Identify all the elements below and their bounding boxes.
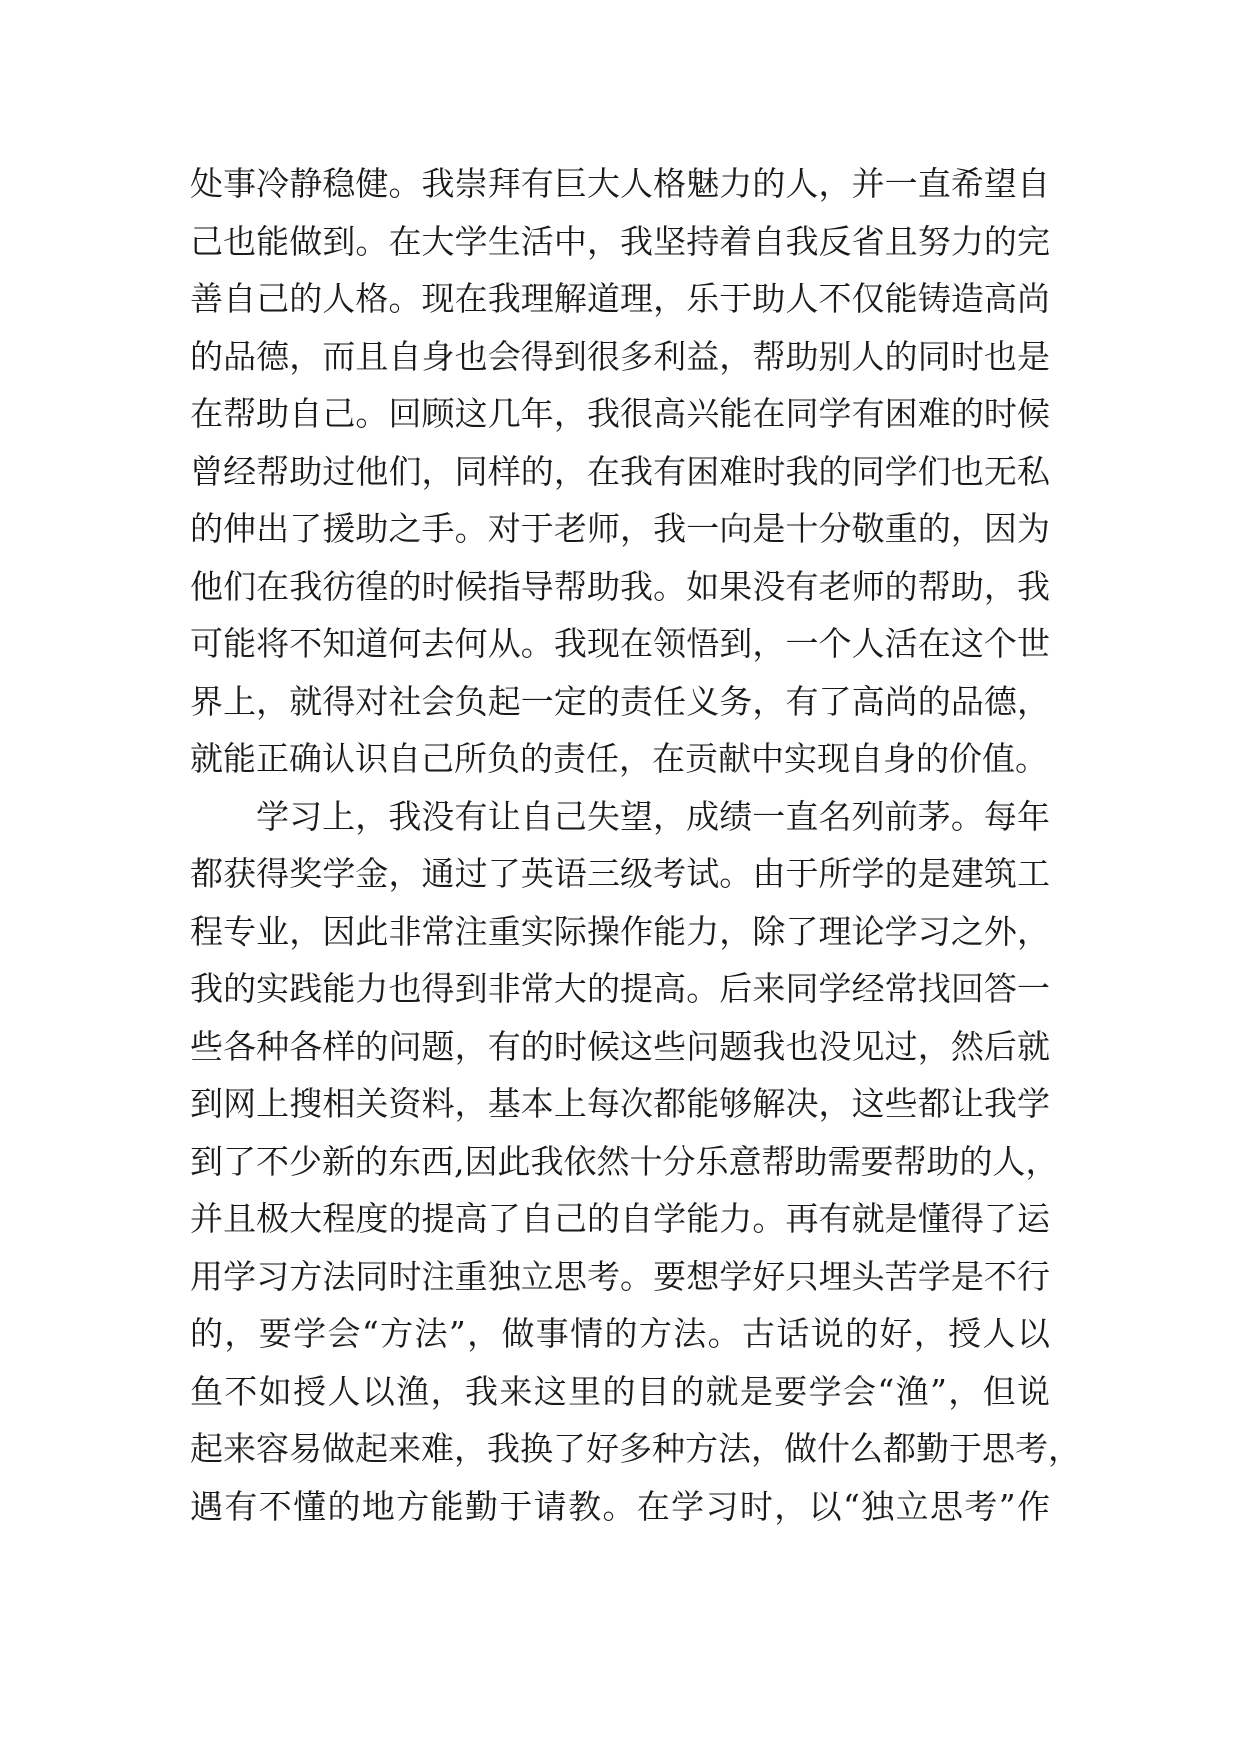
paragraph-line: 的品德，而且自身也会得到很多利益，帮助别人的同时也是: [190, 336, 1050, 376]
paragraph-line: 在帮助自己。回顾这几年，我很高兴能在同学有困难的时候: [190, 394, 1050, 433]
paragraph-line: 到网上搜相关资料，基本上每次都能够解决，这些都让我学: [190, 1084, 1050, 1123]
paragraph-line: 到了不少新的东西,因此我依然十分乐意帮助需要帮助的人，: [190, 1141, 1059, 1181]
paragraph-line: 就能正确认识自己所负的责任，在贡献中实现自身的价值。: [190, 739, 1048, 778]
paragraph-line: 的伸出了援助之手。对于老师，我一向是十分敬重的，因为: [190, 509, 1050, 548]
paragraph-line: 程专业，因此非常注重实际操作能力，除了理论学习之外，: [190, 911, 1050, 951]
paragraph-line: 起来容易做起来难，我换了好多种方法，做什么都勤于思考，: [190, 1429, 1081, 1468]
document-body: [190, 155, 1081, 1535]
paragraph-line: 些各种各样的问题，有的时候这些问题我也没见过，然后就: [190, 1026, 1050, 1066]
paragraph-line: 可能将不知道何去何从。我现在领悟到，一个人活在这个世: [190, 624, 1050, 663]
paragraph-line: 遇有不懂的地方能勤于请教。在学习时，以“独立思考”作: [190, 1486, 1050, 1526]
paragraph-line: 界上，就得对社会负起一定的责任义务，有了高尚的品德，: [190, 681, 1050, 721]
paragraph-line: 的，要学会“方法”，做事情的方法。古话说的好，授人以: [190, 1314, 1050, 1353]
paragraph-2: [190, 788, 1081, 1536]
paragraph-line: 鱼不如授人以渔，我来这里的目的就是要学会“渔”，但说: [190, 1371, 1050, 1411]
paragraph-line: 曾经帮助过他们，同样的，在我有困难时我的同学们也无私: [190, 451, 1050, 491]
paragraph-line: 用学习方法同时注重独立思考。要想学好只埋头苦学是不行: [190, 1256, 1050, 1296]
paragraph-line: 处事冷静稳健。我崇拜有巨大人格魅力的人，并一直希望自: [190, 164, 1050, 203]
paragraph-1: [190, 155, 1050, 788]
paragraph-line: 并且极大程度的提高了自己的自学能力。再有就是懂得了运: [190, 1199, 1050, 1238]
paragraph-line: 都获得奖学金，通过了英语三级考试。由于所学的是建筑工: [190, 854, 1050, 893]
paragraph-line: 他们在我彷徨的时候指导帮助我。如果没有老师的帮助，我: [190, 566, 1050, 606]
paragraph-line: 己也能做到。在大学生活中，我坚持着自我反省且努力的完: [190, 221, 1050, 261]
paragraph-line: 善自己的人格。现在我理解道理，乐于助人不仅能铸造高尚: [190, 279, 1050, 318]
paragraph-line: 学习上，我没有让自己失望，成绩一直名列前茅。每年: [256, 796, 1050, 836]
paragraph-line: 我的实践能力也得到非常大的提高。后来同学经常找回答一: [190, 969, 1050, 1008]
